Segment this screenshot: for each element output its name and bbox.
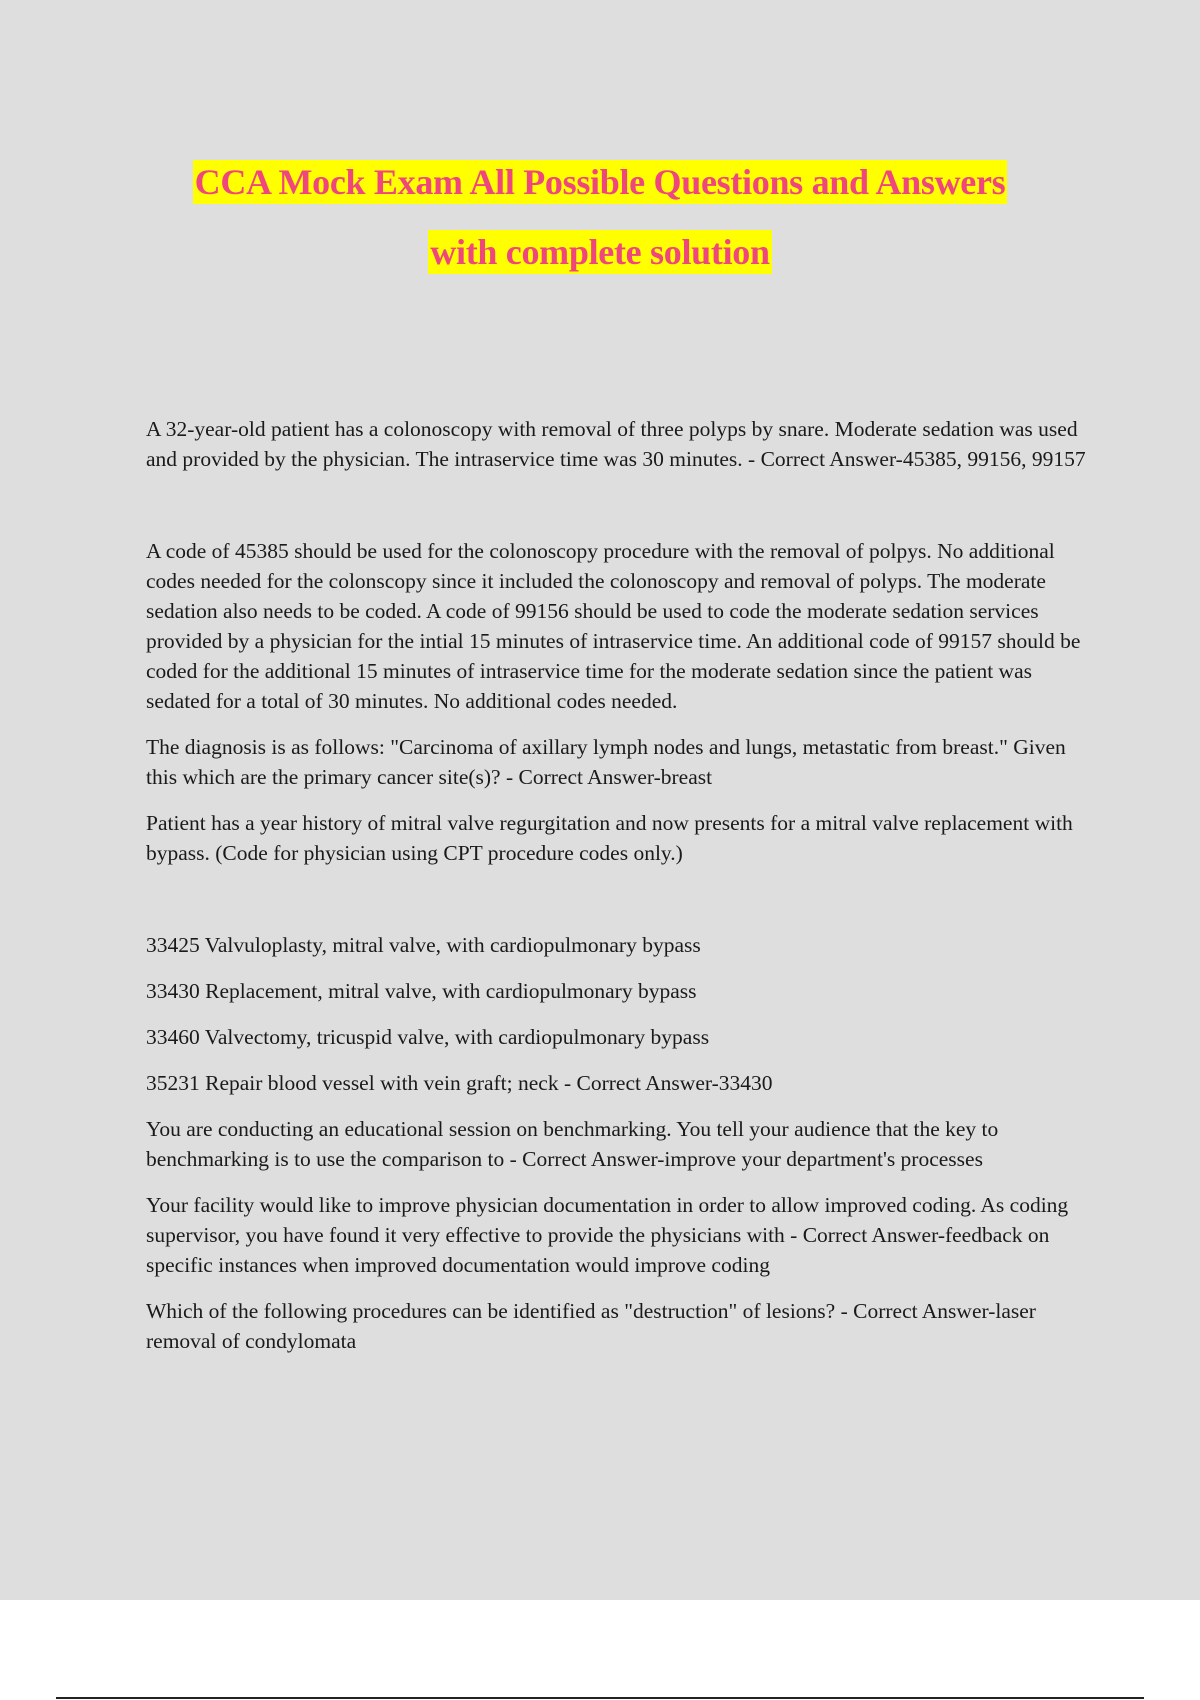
spacer: [146, 960, 1096, 976]
option-35231: 35231 Repair blood vessel with vein graft; neck - Correct Answer-33430: [146, 1071, 773, 1095]
question-colonoscopy: A 32-year-old patient has a colonoscopy with removal of three polyps by snare. Moderate sedation was used and provided by the physician. The intraservice time was 30 minutes. - Correct Answer-45385, 99156, 99157: [146, 417, 1086, 471]
spacer: [146, 1098, 1096, 1114]
title-line-2: with complete solution: [430, 232, 770, 272]
spacer: [146, 792, 1096, 808]
spacer: [146, 1006, 1096, 1022]
document-title: [0, 160, 1200, 274]
spacer: [146, 716, 1096, 732]
spacer: [146, 868, 1096, 930]
title-line-1: CCA Mock Exam All Possible Questions and Answers: [194, 162, 1006, 202]
option-33425: 33425 Valvuloplasty, mitral valve, with cardiopulmonary bypass: [146, 933, 701, 957]
option-33430: 33430 Replacement, mitral valve, with cardiopulmonary bypass: [146, 979, 697, 1003]
question-destruction-lesions: Which of the following procedures can be identified as "destruction" of lesions? - Correct Answer-laser removal of condylomata: [146, 1299, 1036, 1353]
spacer: [146, 1052, 1096, 1068]
option-33460: 33460 Valvectomy, tricuspid valve, with cardiopulmonary bypass: [146, 1025, 710, 1049]
question-benchmarking: You are conducting an educational session on benchmarking. You tell your audience that the key to benchmarking is to use the comparison to - Correct Answer-improve your department's processes: [146, 1117, 999, 1171]
question-primary-cancer-site: The diagnosis is as follows: "Carcinoma of axillary lymph nodes and lungs, metastatic from breast." Given this which are the primary cancer site(s)? - Correct Answer-breast: [146, 735, 1066, 789]
spacer: [146, 1174, 1096, 1190]
spacer: [146, 474, 1096, 536]
question-physician-documentation: Your facility would like to improve physician documentation in order to allow improved coding. As coding supervisor, you have found it very effective to provide the physicians with - Correct Answer-feedback on specific instances when improved documentation would improve coding: [146, 1193, 1069, 1277]
spacer: [146, 1280, 1096, 1296]
document-body: [146, 414, 1096, 1356]
footer-divider: [56, 1697, 1144, 1699]
question-mitral-valve: Patient has a year history of mitral valve regurgitation and now presents for a mitral valve replacement with bypass. (Code for physician using CPT procedure codes only.): [146, 811, 1073, 865]
explanation-colonoscopy: A code of 45385 should be used for the colonoscopy procedure with the removal of polpys. No additional codes needed for the colonscopy since it included the colonoscopy and removal of polyps. The moderate sedation also needs to be coded. A code of 99156 should be used to code the moderate sedation services provided by a physician for the intial 15 minutes of intraservice time. An additional code of 99157 should be coded for the additional 15 minutes of intraservice time for the moderate sedation since the patient was sedated for a total of 30 minutes. No additional codes needed.: [146, 539, 1081, 713]
